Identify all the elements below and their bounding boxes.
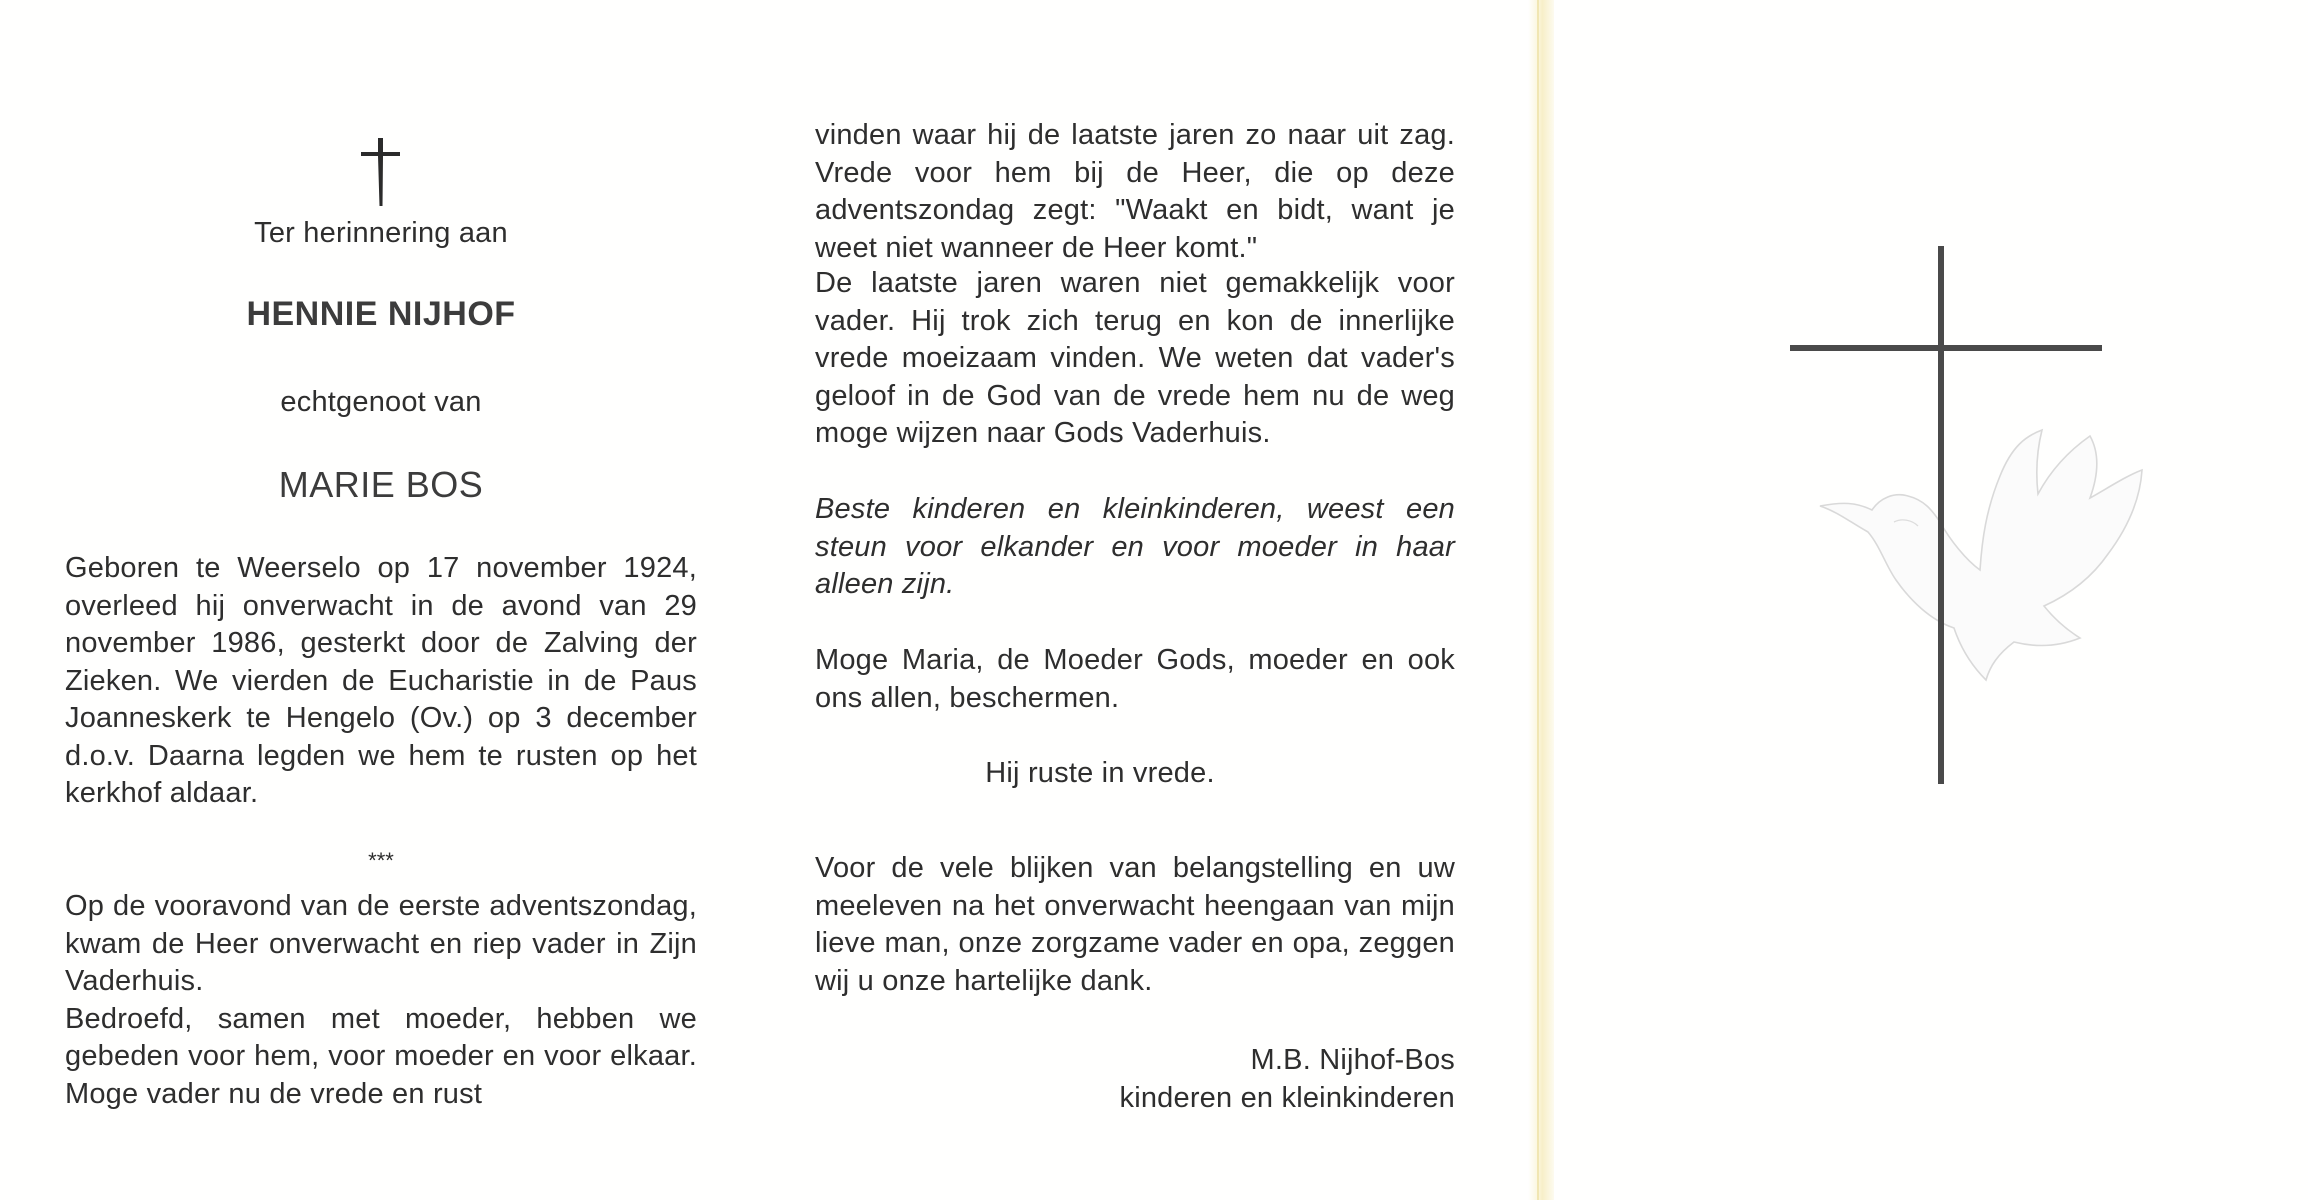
born-paragraph: Geboren te Weerselo op 17 november 1924, overleed hij onverwacht in de avond van 29 november 1986, gesterkt door de Zalving der Zieken. We vierden de Eucharistie in de Paus Joanneskerk te Hengelo (Ov.) op 3 december d.o.v. Daarna legden we hem te rusten op het kerkhof aldaar. [65, 552, 697, 809]
deceased-name: HENNIE NIJHOF [246, 295, 516, 333]
signature-family: kinderen en kleinkinderen [1119, 1082, 1455, 1114]
middle-paragraph-2: De laatste jaren waren niet gemakkelijk voor vader. Hij trok zich terug en kon de innerlijke vrede moeizaam vinden. We weten dat vader's geloof in de God van de vrede hem nu de weg moge wijzen naar Gods Vaderhuis. [815, 267, 1455, 449]
cross-with-dove-icon [1790, 240, 2170, 800]
rest-in-peace: Hij ruste in vrede. [985, 757, 1215, 789]
spouse-name: MARIE BOS [278, 464, 484, 505]
fold-line [1537, 0, 1539, 1200]
advent-paragraph: Op de vooravond van de eerste adventszondag, kwam de Heer onverwacht en riep vader in Zijn Vaderhuis. [65, 890, 697, 997]
cross-horizontal [1790, 345, 2102, 351]
prayer-paragraph: Bedroefd, samen met moeder, hebben we gebeden voor hem, voor moeder en voor elkaar. Moge vader nu de vrede en rust [65, 1002, 697, 1110]
cross-icon [358, 136, 404, 208]
left-lower-block [65, 888, 697, 1113]
relation-text: echtgenoot van [280, 386, 482, 418]
fold-crease [1528, 0, 1554, 1200]
cross-vertical [1938, 246, 1944, 784]
dove-shape [1820, 430, 2142, 680]
middle-paragraph-4: Moge Maria, de Moeder Gods, moeder en ook ons allen, beschermen. [815, 644, 1455, 714]
middle-block-1 [815, 117, 1455, 267]
middle-paragraph-1: vinden waar hij de laatste jaren zo naar uit zag. Vrede voor hem bij de Heer, die op deze adventszondag zegt: "Waakt en bidt, want je weet niet wanneer de Heer komt." [815, 119, 1455, 264]
thanks-paragraph: Voor de vele blijken van belangstelling en uw meeleven na het onverwacht heengaan van mijn lieve man, onze zorgzame vader en opa, zeggen wij u onze hartelijke dank. [815, 852, 1455, 997]
intro-text: Ter herinnering aan [254, 217, 508, 249]
signature-name: M.B. Nijhof-Bos [1250, 1044, 1455, 1076]
middle-paragraph-3: Beste kinderen en kleinkinderen, weest een steun voor elkander en voor moeder in haar alleen zijn. [815, 493, 1455, 600]
separator: *** [368, 848, 394, 873]
